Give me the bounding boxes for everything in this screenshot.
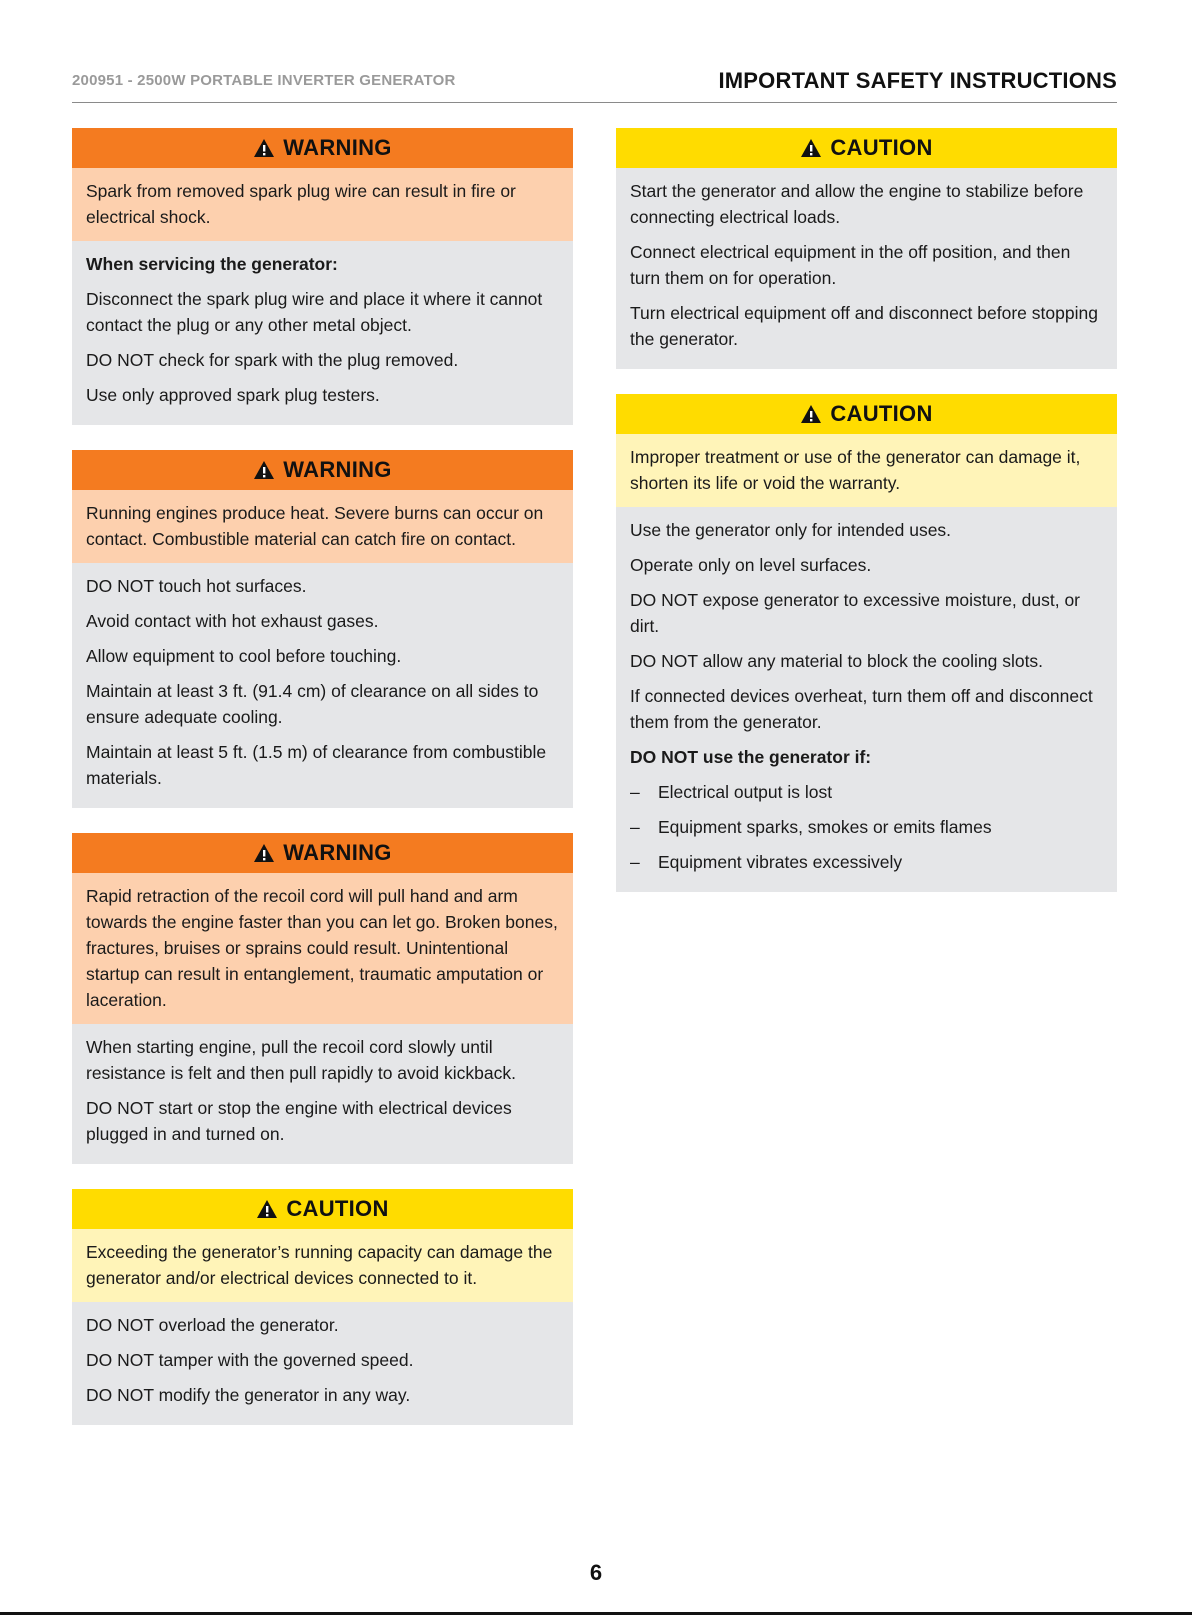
right-column	[616, 128, 1117, 917]
instruction-list	[72, 1302, 573, 1425]
caution-box	[616, 128, 1117, 369]
alert-triangle-icon	[253, 138, 275, 158]
instruction-item: Operate only on level surfaces.	[630, 555, 872, 575]
signal-word: CAUTION	[830, 135, 933, 160]
instruction-item: DO NOT expose generator to excessive moisture, dust, or dirt.	[630, 590, 1081, 636]
instruction-item: DO NOT tamper with the governed speed.	[86, 1350, 414, 1370]
section-title: IMPORTANT SAFETY INSTRUCTIONS	[718, 68, 1117, 93]
caution-header	[72, 1189, 573, 1229]
instruction-list	[616, 168, 1117, 369]
left-column	[72, 128, 573, 1450]
caution-header	[616, 128, 1117, 168]
instruction-item: If connected devices overheat, turn them off and disconnect them from the generator.	[630, 686, 1093, 732]
warning-header	[72, 450, 573, 490]
alert-triangle-icon	[800, 404, 822, 424]
page-number: 6	[589, 1560, 603, 1585]
signal-word: WARNING	[283, 457, 392, 482]
bottom-rule	[0, 1612, 1192, 1615]
warning-box	[72, 450, 573, 808]
signal-word: WARNING	[283, 135, 392, 160]
instruction-item: DO NOT start or stop the engine with electrical devices plugged in and turned on.	[86, 1098, 512, 1144]
dash-item	[630, 814, 1103, 840]
instruction-item: Avoid contact with hot exhaust gases.	[86, 611, 379, 631]
alert-triangle-icon	[253, 460, 275, 480]
instruction-item: Use only approved spark plug testers.	[86, 385, 380, 405]
instruction-list	[72, 1024, 573, 1164]
instruction-heading: DO NOT use the generator if:	[630, 747, 872, 767]
instruction-item: Connect electrical equipment in the off position, and then turn them on for operation.	[630, 242, 1071, 288]
page-header	[72, 70, 1117, 103]
dash-item	[630, 779, 1103, 805]
instruction-item: Disconnect the spark plug wire and place it where it cannot contact the plug or any other metal object.	[86, 289, 543, 335]
hazard-statement: Running engines produce heat. Severe burns can occur on contact. Combustible material can catch fire on contact.	[72, 490, 573, 563]
dash-bullet-icon: –	[630, 782, 640, 802]
instruction-item: When starting engine, pull the recoil cord slowly until resistance is felt and then pull rapidly to avoid kickback.	[86, 1037, 516, 1083]
dash-bullet-icon: –	[630, 817, 640, 837]
instruction-item: Maintain at least 3 ft. (91.4 cm) of clearance on all sides to ensure adequate cooling.	[86, 681, 539, 727]
dash-item-text: Electrical output is lost	[658, 782, 833, 802]
caution-box	[72, 1189, 573, 1425]
dash-item-text: Equipment vibrates excessively	[658, 852, 903, 872]
dash-item-text: Equipment sparks, smokes or emits flames	[658, 817, 992, 837]
hazard-statement: Improper treatment or use of the generator can damage it, shorten its life or void the warranty.	[616, 434, 1117, 507]
instruction-item: Use the generator only for intended uses.	[630, 520, 952, 540]
dash-item	[630, 849, 1103, 875]
alert-triangle-icon	[256, 1199, 278, 1219]
instruction-heading: When servicing the generator:	[86, 254, 338, 274]
instruction-list	[616, 507, 1117, 892]
dash-bullet-icon: –	[630, 852, 640, 872]
alert-triangle-icon	[253, 843, 275, 863]
hazard-statement: Spark from removed spark plug wire can result in fire or electrical shock.	[72, 168, 573, 241]
signal-word: CAUTION	[286, 1196, 389, 1221]
instruction-item: DO NOT check for spark with the plug removed.	[86, 350, 459, 370]
caution-header	[616, 394, 1117, 434]
warning-box	[72, 128, 573, 425]
instruction-item: DO NOT touch hot surfaces.	[86, 576, 307, 596]
document-title: 200951 - 2500W PORTABLE INVERTER GENERATOR	[72, 72, 456, 89]
signal-word: WARNING	[283, 840, 392, 865]
instruction-item: Turn electrical equipment off and disconnect before stopping the generator.	[630, 303, 1098, 349]
instruction-item: DO NOT overload the generator.	[86, 1315, 339, 1335]
instruction-item: Maintain at least 5 ft. (1.5 m) of clearance from combustible materials.	[86, 742, 547, 788]
instruction-item: Start the generator and allow the engine to stabilize before connecting electrical loads.	[630, 181, 1084, 227]
instruction-item: DO NOT modify the generator in any way.	[86, 1385, 411, 1405]
instruction-item: DO NOT allow any material to block the cooling slots.	[630, 651, 1044, 671]
hazard-statement: Exceeding the generator’s running capacity can damage the generator and/or electrical devices connected to it.	[72, 1229, 573, 1302]
warning-box	[72, 833, 573, 1164]
warning-header	[72, 128, 573, 168]
signal-word: CAUTION	[830, 401, 933, 426]
alert-triangle-icon	[800, 138, 822, 158]
caution-box	[616, 394, 1117, 892]
instruction-item: Allow equipment to cool before touching.	[86, 646, 402, 666]
hazard-statement: Rapid retraction of the recoil cord will pull hand and arm towards the engine faster than you can let go. Broken bones, fractures, bruises or sprains could result. Unintentional startup can result in entanglement, traumatic amputation or laceration.	[72, 873, 573, 1024]
instruction-list	[72, 241, 573, 425]
warning-header	[72, 833, 573, 873]
instruction-list	[72, 563, 573, 808]
